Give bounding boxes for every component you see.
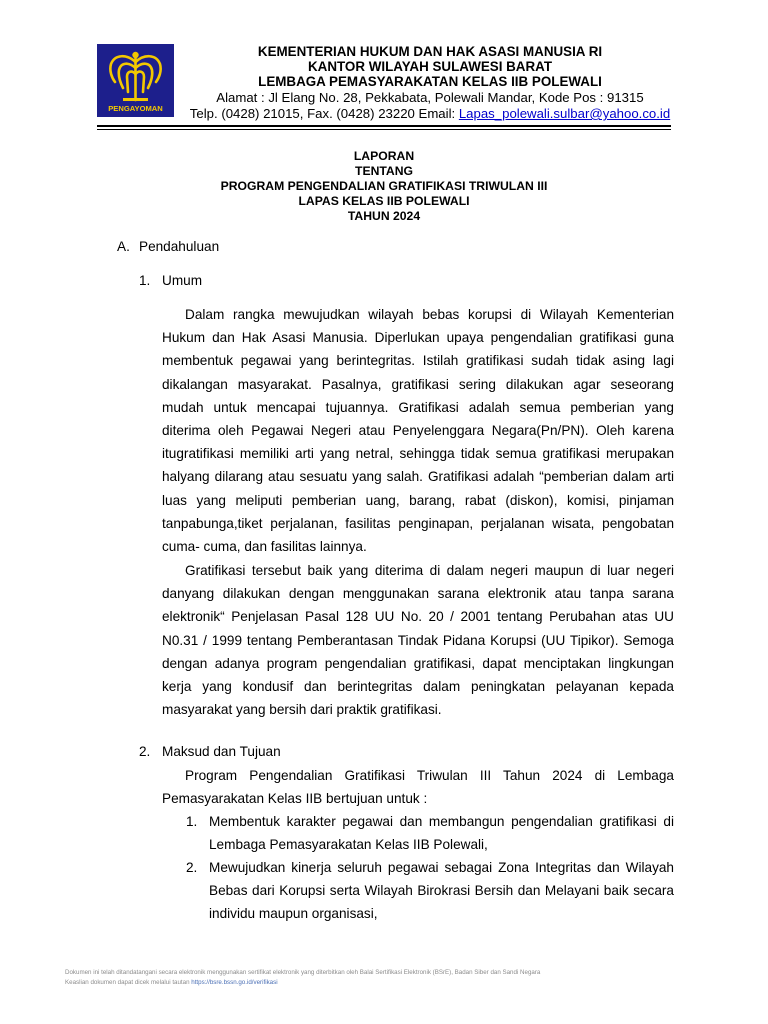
contact-line <box>160 105 700 122</box>
umum-paragraph-1: Dalam rangka mewujudkan wilayah bebas korupsi di Wilayah Kementerian Hukum dan Hak Asasi Manusia. Diperlukan upaya pengendalian gratifikasi guna membentuk pegawai yang berintegritas. Istilah gratifikasi sudah tidak asing lagi dikalangan masyarakat. Pasalnya, gratifikasi sering dilakukan agar seseorang mudah untuk mencapai tujuannya. Gratifikasi adalah semua pemberian yang diterima oleh Pegawai Negeri atau Penyelenggara Negara(Pn/PN). Oleh karena itugratifikasi memiliki arti yang netral, sehingga tidak semua gratifikasi merupakan halyang dilarang atau sesuatu yang salah. Gratifikasi adalah “pemberian dalam arti luas yang meliputi pemberian uang, barang, rabat (diskon), komisi, pinjaman tanpabunga,tiket perjalanan, fasilitas penginapan, perjalanan wisata, pengobatan cuma- cuma, dan fasilitas lainnya. <box>162 307 674 555</box>
umum-paragraph-2: Gratifikasi tersebut baik yang diterima di dalam negeri maupun di luar negeri danyang dilakukan dengan menggunakan sarana elektronik atau tanpa sarana elektronik“ Penjelasan Pasal 128 UU No. 20 / 2001 tentang Perubahan atas UU N0.31 / 1999 tentang Pemberantasan Tindak Pidana Korupsi (UU Tipikor). Semoga dengan adanya program pengendalian gratifikasi, dapat menciptakan lingkungan kerja yang kondusif dan berintegritas dalam peningkatan pelayanan kepada masyarakat yang bersih dari praktik gratifikasi. <box>162 563 674 718</box>
verification-line <box>65 978 715 988</box>
subsection-1-marker: 1. <box>139 273 151 288</box>
subsection-2-marker: 2. <box>139 744 151 759</box>
subsection-1-heading: Umum <box>162 273 203 288</box>
verification-link[interactable]: https://bsre.bssn.go.id/verifikasi <box>191 979 278 986</box>
report-title-line4: LAPAS KELAS IIB POLEWALI <box>298 194 470 208</box>
report-title-line3: PROGRAM PENGENDALIAN GRATIFIKASI TRIWULAN III <box>220 179 548 193</box>
letterhead-rule-thick <box>97 125 671 127</box>
ministry-name: KEMENTERIAN HUKUM DAN HAK ASASI MANUSIA RI <box>257 44 603 59</box>
report-title-line5: TAHUN 2024 <box>347 209 421 223</box>
subsection-2-heading: Maksud dan Tujuan <box>162 744 281 759</box>
list-item-text: Membentuk karakter pegawai dan membangun pengendalian gratifikasi di Lembaga Pemasyarakatan Kelas IIB Polewali, <box>209 814 674 853</box>
logo-caption: PENGAYOMAN <box>108 104 163 113</box>
list-item <box>186 856 674 926</box>
regional-office: KANTOR WILAYAH SULAWESI BARAT <box>307 59 553 74</box>
verification-text: Keaslian dokumen dapat dicek melalui tautan <box>65 979 192 986</box>
institution-name: LEMBAGA PEMASYARAKATAN KELAS IIB POLEWALI <box>258 74 602 89</box>
section-a-heading: Pendahuluan <box>139 239 220 254</box>
report-title-line1: LAPORAN <box>353 149 415 163</box>
report-title-line2: TENTANG <box>355 164 413 178</box>
contact-phone-fax: Telp. (0428) 21015, Fax. (0428) 23220 Email: <box>189 106 459 121</box>
list-item <box>186 810 674 856</box>
section-a-marker: A. <box>117 239 130 254</box>
address-line: Alamat : Jl Elang No. 28, Pekkabata, Polewali Mandar, Kode Pos : 91315 <box>216 90 644 105</box>
esign-notice: Dokumen ini telah ditandatangani secara elektronik menggunakan sertifikat elektronik yang diterbitkan oleh Balai Sertifikasi Elektronik (BSrE), Badan Siber dan Sandi Negara <box>65 969 541 976</box>
letterhead-rule-thin <box>97 129 671 130</box>
list-item-text: Mewujudkan kinerja seluruh pegawai sebagai Zona Integritas dan Wilayah Bebas dari Korupsi serta Wilayah Birokrasi Bersih dan Melayani baik secara individu maupun organisasi, <box>209 860 674 922</box>
list-item-number: 1. <box>186 814 198 829</box>
email-link[interactable]: Lapas_polewali.sulbar@yahoo.co.id <box>458 106 671 121</box>
tujuan-intro: Program Pengendalian Gratifikasi Triwulan III Tahun 2024 di Lembaga Pemasyarakatan Kelas IIB bertujuan untuk : <box>162 768 674 807</box>
list-item-number: 2. <box>186 860 198 875</box>
